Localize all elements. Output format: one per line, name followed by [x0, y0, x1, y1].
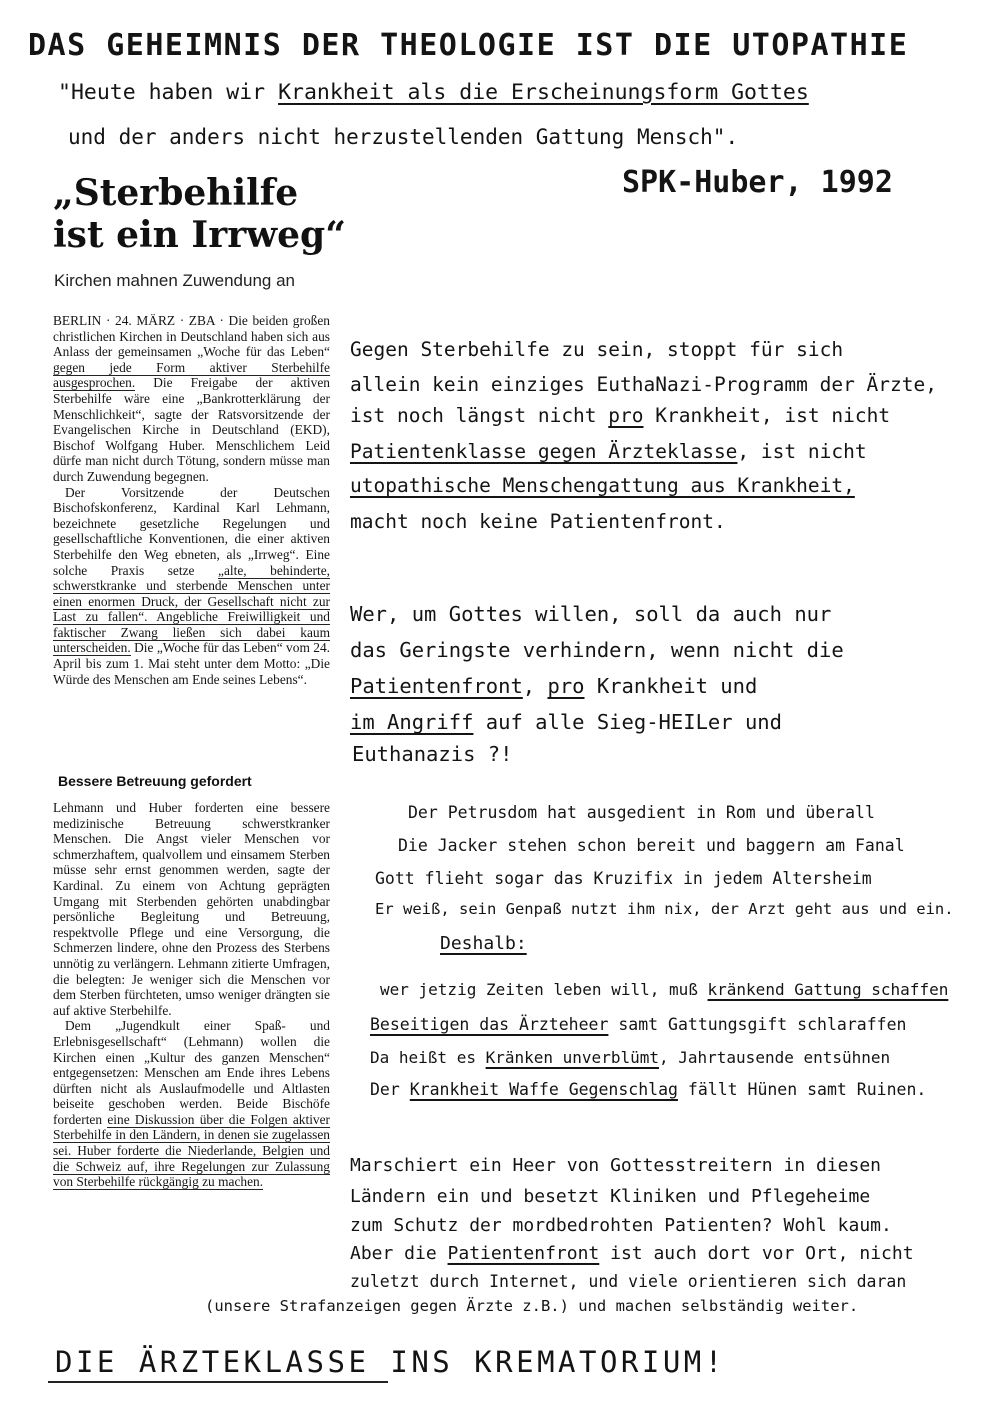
note1-line-3 [350, 404, 890, 427]
note3-line-1: Marschiert ein Heer von Gottesstreitern in diesen [350, 1155, 882, 1176]
poem-text: samt Gattungsgift schlaraffen [608, 1015, 907, 1034]
note2-line-1: Wer, um Gottes willen, soll da auch nur [350, 602, 832, 626]
poem-deshalb: Deshalb: [440, 933, 527, 954]
note2-line-3 [350, 674, 757, 698]
note3-line-5: zuletzt durch Internet, und viele orientieren sich daran [350, 1272, 907, 1291]
article-underline: „alte, behinderte, schwerstkranke und sterbende Menschen unter einen enormen Druck, der Gesellschaft nicht zur Last zu fallen“. Angebliche Freiwilligkeit und faktischer Zwang ließen sich dabei kaum unterscheiden. [53, 562, 330, 656]
article-body-top [53, 313, 330, 687]
note-text: Krankheit, ist nicht [643, 404, 891, 427]
poem-text: , Jahrtausende entsühnen [658, 1048, 891, 1067]
article-body-bottom [53, 800, 330, 1190]
note3-line-2: Ländern ein und besetzt Kliniken und Pflegeheime [350, 1186, 871, 1207]
poem-underlined: Krankheit Waffe Gegenschlag [409, 1080, 678, 1099]
note-underlined: Patientenklasse gegen Ärzteklasse [350, 440, 738, 463]
note-patientenfront: Patientenfront [350, 674, 523, 698]
poem-text: Da heißt es [370, 1048, 486, 1067]
article-subhead: Bessere Betreuung gefordert [58, 773, 252, 789]
article-paragraph-2 [53, 485, 330, 688]
quote-attribution: SPK-Huber, 1992 [622, 165, 893, 200]
poem-line-4: Er weiß, sein Genpaß nutzt ihm nix, der Arzt geht aus und ein. [375, 900, 954, 918]
poem-line-8 [370, 1080, 926, 1099]
note2-line-4 [350, 710, 782, 734]
note1-line-4 [350, 440, 867, 463]
note-text: , ist nicht [737, 440, 867, 463]
poem-line-7 [370, 1048, 890, 1067]
quote-krankheit: Krankheit [278, 80, 395, 105]
poem-line-3: Gott flieht sogar das Kruzifix in jedem Altersheim [375, 869, 872, 888]
article-headline-line-2: ist ein Irrweg“ [53, 214, 346, 256]
article-headline [53, 172, 346, 256]
footer-aerzteklasse: ÄRZTEKLASSE [138, 1345, 370, 1379]
article-text: Die Freigabe der aktiven Sterbehilfe wäre eine „Bankrotterklärung der Menschlichkeit“, sagte der Ratsvorsitzende der Evangelischen Kirche in Deutschland (EKD), Bischof Wolfgang Huber. Menschlichem Leid dürfe man nicht durch Tötung, sondern müsse man durch Zuwendung begegnen. [53, 375, 330, 484]
poem-line-6 [370, 1015, 906, 1034]
note3-line-4 [350, 1243, 914, 1264]
note-pro: pro [547, 674, 585, 698]
quote-line-1 [58, 80, 809, 105]
footer-text: DIE [55, 1345, 139, 1379]
poem-underlined: Beseitigen das Ärzteheer [370, 1015, 609, 1034]
note-text: , [522, 674, 548, 698]
quote-line-2: und der anders nicht herzustellenden Gattung Mensch". [68, 125, 739, 149]
poem-text: Der [370, 1080, 410, 1099]
note-patientenfront: Patientenfront [447, 1243, 600, 1264]
poem-underlined: kränkend Gattung schaffen [707, 980, 949, 999]
article-text: Der Vorsitzende der Deutschen Bischofskonferenz, Kardinal Karl Lehmann, bezeichnete gesetzliche Regelungen und gesellschaftliche Konventionen, die einer aktiven Sterbehilfe den Weg ebneten, als „Irrweg“. Eine solche Praxis setze [53, 484, 330, 578]
note1-line-1: Gegen Sterbehilfe zu sein, stoppt für sich [350, 338, 844, 361]
poem-line-5 [380, 980, 948, 999]
article-text: Die beiden großen christlichen Kirchen in Deutschland haben sich aus Anlass der gemeinsamen „Woche für das Leben“ [53, 313, 330, 360]
quote-text: "Heute haben wir [58, 80, 279, 105]
poem-line-1: Der Petrusdom hat ausgedient in Rom und überall [408, 803, 875, 822]
article-paragraph-1 [53, 313, 330, 485]
footer-text: INS KREMATORIUM! [369, 1345, 726, 1379]
article-underline: gegen jede Form aktiver Sterbehilfe ausgesprochen. [53, 359, 330, 391]
note-text: ist noch längst nicht [350, 404, 609, 427]
article-dateline: BERLIN · 24. MÄRZ · ZBA · [53, 313, 224, 328]
article-text: Die „Woche für das Leben“ vom 24. April bis zum 1. Mai steht unter dem Motto: „Die Würde des Menschen am Ende seines Lebens“. [53, 640, 330, 687]
note3-line-3: zum Schutz der mordbedrohten Patienten? Wohl kaum. [350, 1215, 892, 1236]
poem-underlined: Kränken unverblümt [485, 1048, 659, 1067]
article-paragraph-4 [53, 1018, 330, 1190]
article-underline: eine Diskussion über die Folgen aktiver Sterbehilfe in den Ländern, in denen sie zugelassen sei. Huber forderte die Niederlande, Belgien und die Schweiz auf, ihre Regelungen zur Zulassung von Sterbehilfe rückgängig zu machen. [53, 1111, 331, 1190]
note1-line-5: utopathische Menschengattung aus Krankheit, [350, 474, 855, 497]
footer-underline [48, 1381, 388, 1383]
note1-line-6: macht noch keine Patientenfront. [350, 510, 726, 533]
note-pro: pro [608, 404, 644, 427]
note1-line-2: allein kein einziges EuthaNazi-Programm der Ärzte, [350, 373, 937, 396]
note2-line-2: das Geringste verhindern, wenn nicht die [350, 638, 844, 662]
note-text: auf alle Sieg-HEILer und [473, 710, 782, 734]
poem-line-2: Die Jacker stehen schon bereit und baggern am Fanal [398, 836, 905, 855]
note3-line-6: (unsere Strafanzeigen gegen Ärzte z.B.) und machen selbständig weiter. [205, 1297, 859, 1315]
note-text: Aber die [350, 1243, 448, 1264]
note-text: Krankheit und [584, 674, 758, 698]
article-headline-line-1: „Sterbehilfe [53, 172, 299, 214]
footer-slogan [55, 1345, 726, 1379]
note-im-angriff: im Angriff [350, 710, 474, 734]
article-subtitle: Kirchen mahnen Zuwendung an [54, 271, 295, 290]
note-text: ist auch dort vor Ort, nicht [599, 1243, 914, 1264]
poem-text: wer jetzig Zeiten leben will, muß [380, 980, 708, 999]
quote-text-underlined: als die Erscheinungsform Gottes [394, 80, 809, 105]
note2-line-5: Euthanazis ?! [352, 742, 513, 766]
article-paragraph-3: Lehmann und Huber forderten eine bessere medizinische Betreuung schwerstkranker Menschen. Die Angst vieler Menschen vor schmerzhaftem, qualvollem und einsamem Sterben müsse sehr ernst genommen werden, sagte der Kardinal. Zu einem von Achtung geprägten Umgang mit Sterbenden gehörten unabdingbar persönliche Begleitung und Betreuung, respektvolle Pflege und eine Versorgung, die Schmerzen lindere, ohne den Prozess des Sterbens unnötig zu verlängern. Lehmann zitierte Umfragen, die belegten: Je weniger sich die Menschen vor dem Sterben fürchteten, umso weniger drängten sie auf aktive Sterbehilfe. [53, 800, 330, 1018]
article-text: Dem „Jugendkult einer Spaß- und Erlebnisgesellschaft“ (Lehmann) wollen die Kirchen einen „Kultur des ganzen Menschen“ entgegensetzen: Menschen am Ende ihres Lebens dürften nicht als Auslaufmodelle und Altlasten beiseite geschoben werden. Beide Bischöfe forderten [53, 1018, 330, 1127]
page-title: DAS GEHEIMNIS DER THEOLOGIE IST DIE UTOPATHIE [28, 28, 909, 63]
poem-text: fällt Hünen samt Ruinen. [677, 1080, 927, 1099]
